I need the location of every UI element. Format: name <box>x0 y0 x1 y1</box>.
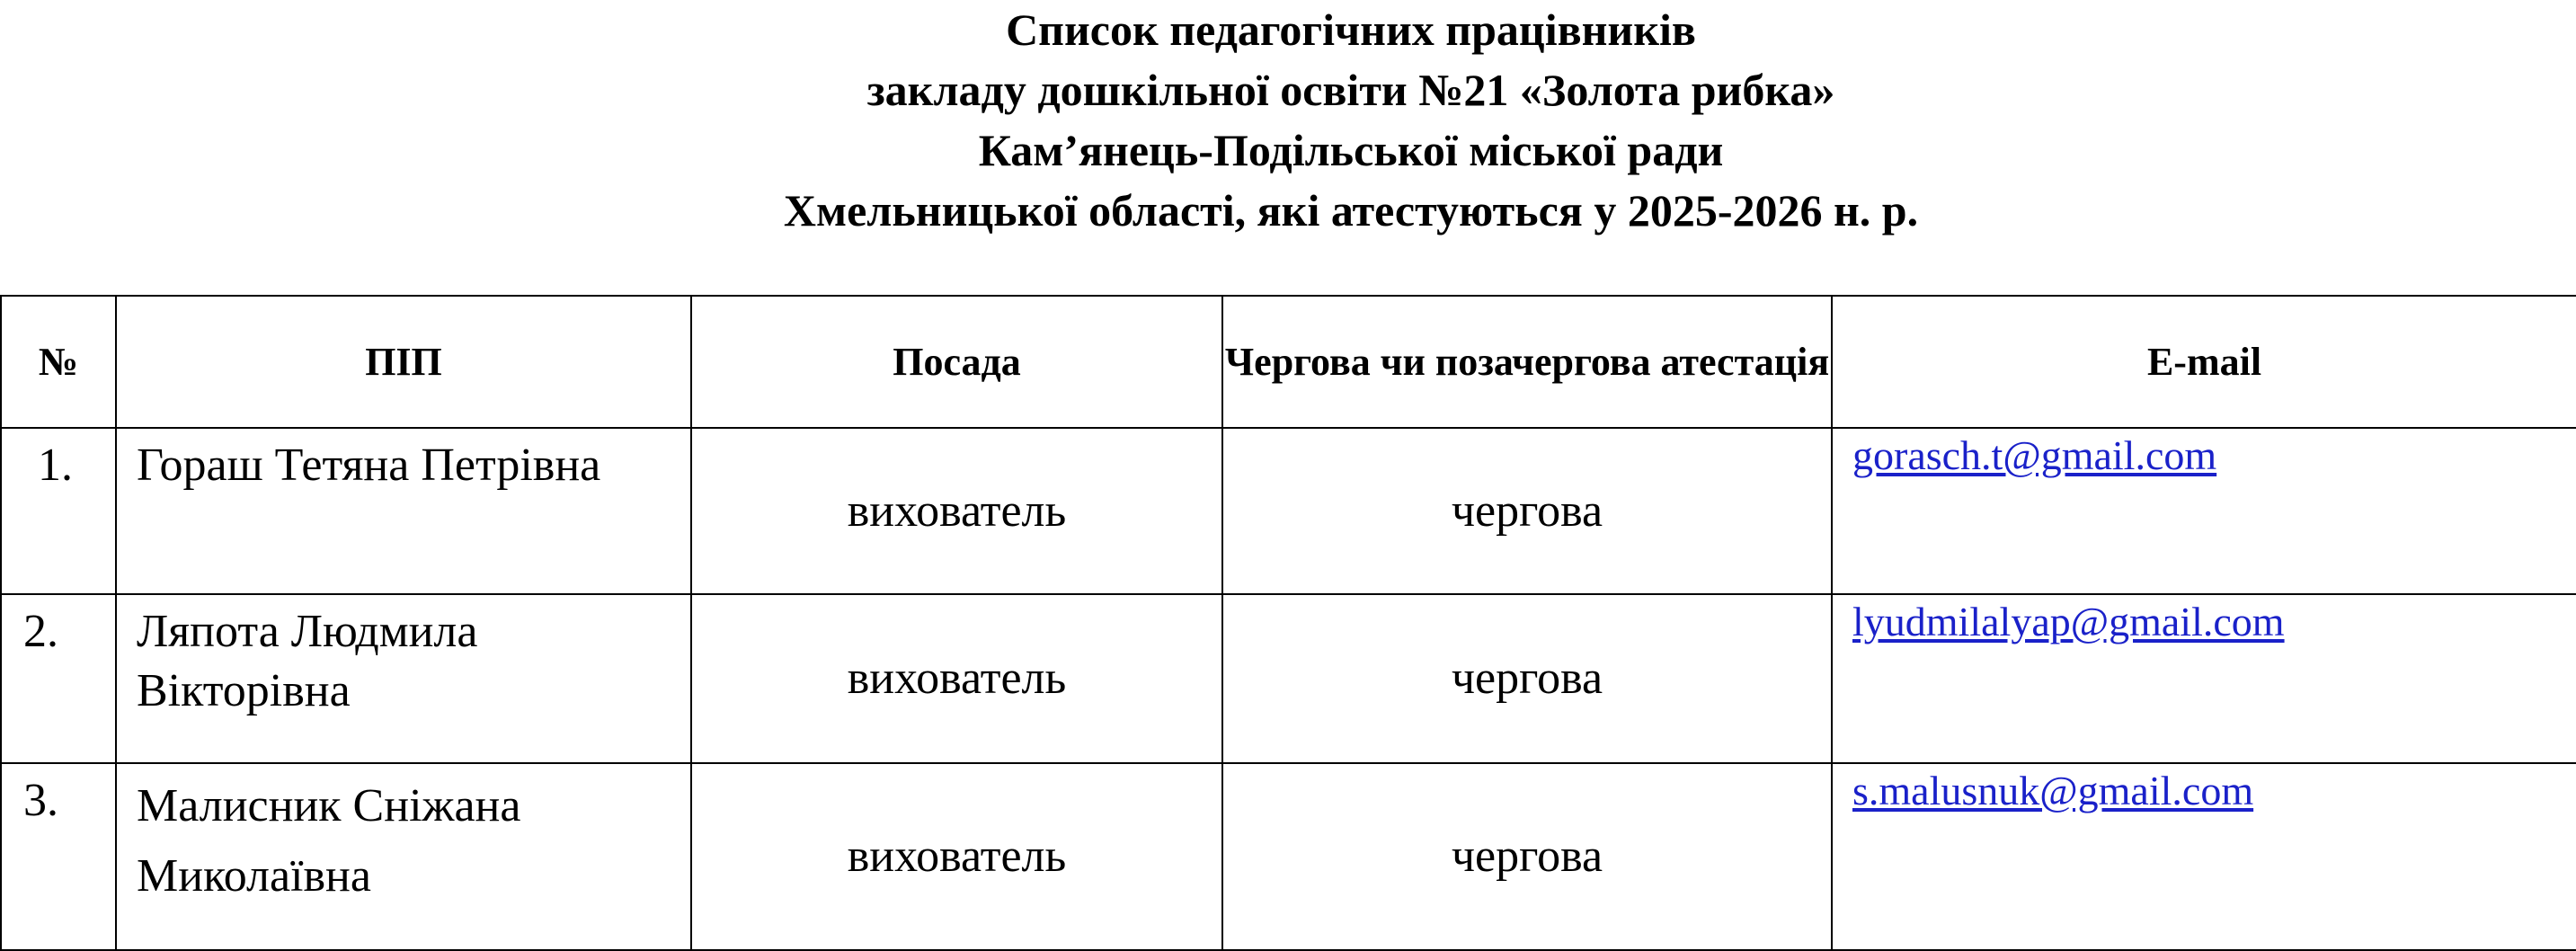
attestation-type: чергова <box>1222 594 1832 763</box>
email-cell <box>1832 763 2576 950</box>
email-link[interactable]: s.malusnuk@gmail.com <box>1852 768 2254 813</box>
document-title <box>0 0 2576 241</box>
teacher-position: вихователь <box>691 428 1222 594</box>
header-email: E-mail <box>1832 296 2576 428</box>
teacher-name: Ляпота Людмила Вікторівна <box>116 594 691 763</box>
email-link[interactable]: lyudmilalyap@gmail.com <box>1852 599 2285 644</box>
row-number: 3. <box>1 763 116 950</box>
table-header-row <box>1 296 2576 428</box>
teacher-position: вихователь <box>691 763 1222 950</box>
title-line-1: Список педагогічних працівників <box>1006 4 1696 55</box>
title-line-3: Кам’янець-Подільської міської ради <box>978 125 1724 175</box>
email-link[interactable]: gorasch.t@gmail.com <box>1852 432 2217 478</box>
table-row <box>1 763 2576 950</box>
header-num: № <box>1 296 116 428</box>
header-attestation-type: Чергова чи позачергова атестація <box>1222 296 1832 428</box>
teacher-name: Гораш Тетяна Петрівна <box>116 428 691 594</box>
header-name: ПІП <box>116 296 691 428</box>
attestation-type: чергова <box>1222 763 1832 950</box>
table-row <box>1 428 2576 594</box>
title-line-4: Хмельницької області, які атестуються у 2025-2026 н. р. <box>783 185 1919 236</box>
email-cell <box>1832 594 2576 763</box>
email-cell <box>1832 428 2576 594</box>
teacher-position: вихователь <box>691 594 1222 763</box>
teacher-name: Малисник Сніжана Миколаївна <box>116 763 691 950</box>
attestation-type: чергова <box>1222 428 1832 594</box>
header-position: Посада <box>691 296 1222 428</box>
title-line-2: закладу дошкільної освіти №21 «Золота рибка» <box>866 65 1835 115</box>
staff-table <box>0 295 2576 951</box>
row-number: 2. <box>1 594 116 763</box>
row-number: 1. <box>1 428 116 594</box>
table-row <box>1 594 2576 763</box>
